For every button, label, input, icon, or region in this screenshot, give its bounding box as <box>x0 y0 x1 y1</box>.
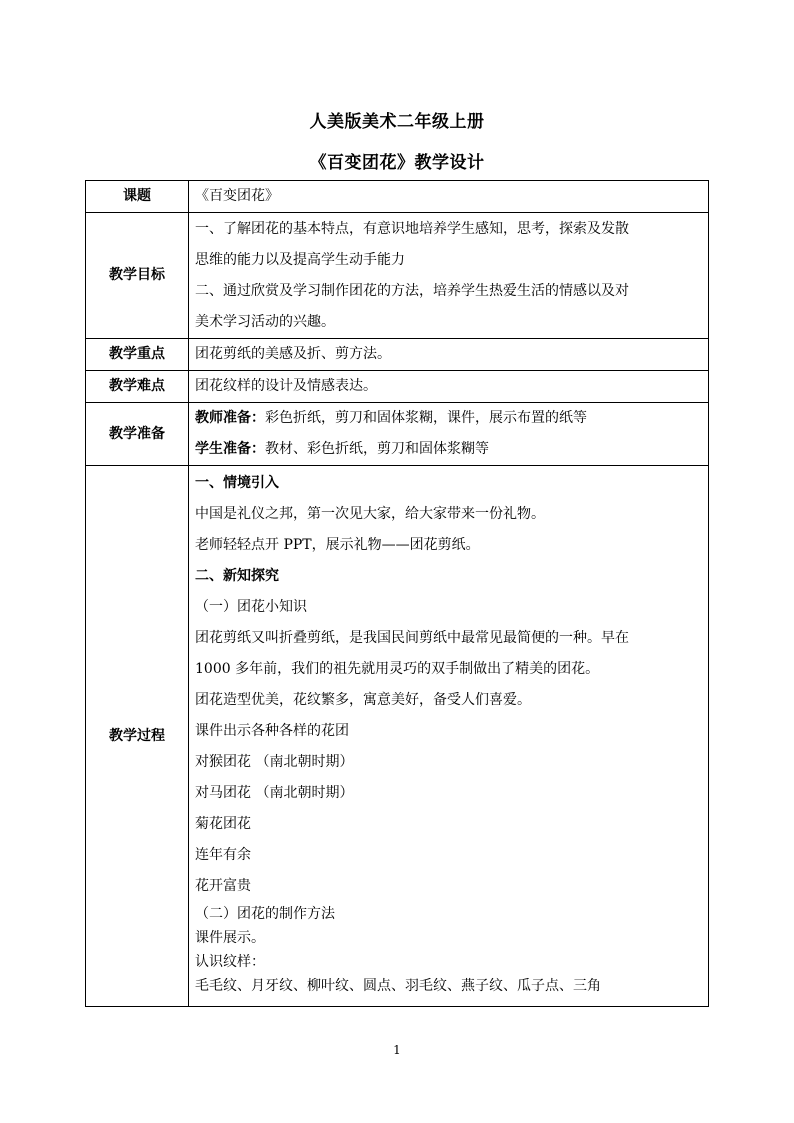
sub2-line: 毛毛纹、月牙纹、柳叶纹、圆点、羽毛纹、燕子纹、瓜子点、三角 <box>195 978 601 994</box>
student-preparation-label: 学生准备： <box>195 441 265 457</box>
sub1-line: 菊花团花 <box>195 816 251 832</box>
process-content <box>189 466 709 1007</box>
sub1-line: 团花剪纸又叫折叠剪纸，是我国民间剪纸中最常见最简便的一种。早在 <box>195 630 629 646</box>
key-points-value: 团花剪纸的美感及折、剪方法。 <box>189 339 709 371</box>
section1-line: 老师轻轻点开 PPT，展示礼物——团花剪纸。 <box>195 537 480 553</box>
topic-value: 《百变团花》 <box>189 181 709 213</box>
table-row-goals <box>86 213 709 339</box>
process-label: 教学过程 <box>86 466 189 1007</box>
section1-line: 中国是礼仪之邦，第一次见大家，给大家带来一份礼物。 <box>195 506 545 522</box>
difficulties-label: 教学难点 <box>86 371 189 403</box>
sub1-line: 对猴团花 （南北朝时期） <box>195 754 354 770</box>
sub1-line: 花开富贵 <box>195 878 251 894</box>
table-row-difficulties <box>86 371 709 403</box>
goals-content <box>189 213 709 339</box>
section1-title-text: 一、情境引入 <box>195 475 279 491</box>
goals-line: 一、了解团花的基本特点，有意识地培养学生感知，思考，探索及发散 <box>195 220 629 237</box>
document-title: 人美版美术二年级上册 <box>309 112 485 132</box>
section2-title-text: 二、新知探究 <box>195 568 279 584</box>
difficulties-value: 团花纹样的设计及情感表达。 <box>189 371 709 403</box>
goals-label: 教学目标 <box>86 213 189 339</box>
sub2-title: （二）团花的制作方法 <box>195 906 335 922</box>
sub2-line: 课件展示。 <box>195 930 265 946</box>
section2-title <box>195 561 702 592</box>
table-row-topic <box>86 181 709 213</box>
preparation-label: 教学准备 <box>86 403 189 466</box>
goals-line: 二、通过欣赏及学习制作团花的方法，培养学生热爱生活的情感以及对 <box>195 282 629 299</box>
key-points-label: 教学重点 <box>86 339 189 371</box>
sub1-line: 连年有余 <box>195 847 251 863</box>
table-row-process <box>86 466 709 1007</box>
lesson-plan-table <box>85 180 709 1007</box>
teacher-preparation-label: 教师准备： <box>195 410 265 426</box>
goals-line: 美术学习活动的兴趣。 <box>195 313 335 330</box>
teacher-preparation <box>195 403 702 434</box>
table-row-preparation <box>86 403 709 466</box>
sub1-line: 1000 多年前，我们的祖先就用灵巧的双手制做出了精美的团花。 <box>195 661 600 677</box>
student-preparation <box>195 434 702 465</box>
teacher-preparation-value: 彩色折纸，剪刀和固体浆糊，课件，展示布置的纸等 <box>265 410 587 426</box>
sub1-title: （一）团花小知识 <box>195 599 307 615</box>
student-preparation-value: 教材、彩色折纸，剪刀和固体浆糊等 <box>265 441 489 457</box>
sub2-line: 认识纹样： <box>195 954 265 970</box>
preparation-content <box>189 403 709 466</box>
sub1-line: 团花造型优美，花纹繁多，寓意美好，备受人们喜爱。 <box>195 692 531 708</box>
document-subtitle: 《百变团花》教学设计 <box>309 153 485 173</box>
goals-line: 思维的能力以及提高学生动手能力 <box>195 251 405 268</box>
section1-title <box>195 468 702 499</box>
sub1-line: 对马团花 （南北朝时期） <box>195 785 354 801</box>
sub1-line: 课件出示各种各样的花团 <box>195 723 349 739</box>
table-row-key-points <box>86 339 709 371</box>
topic-label: 课题 <box>86 181 189 213</box>
page-number: 1 <box>393 1043 401 1057</box>
